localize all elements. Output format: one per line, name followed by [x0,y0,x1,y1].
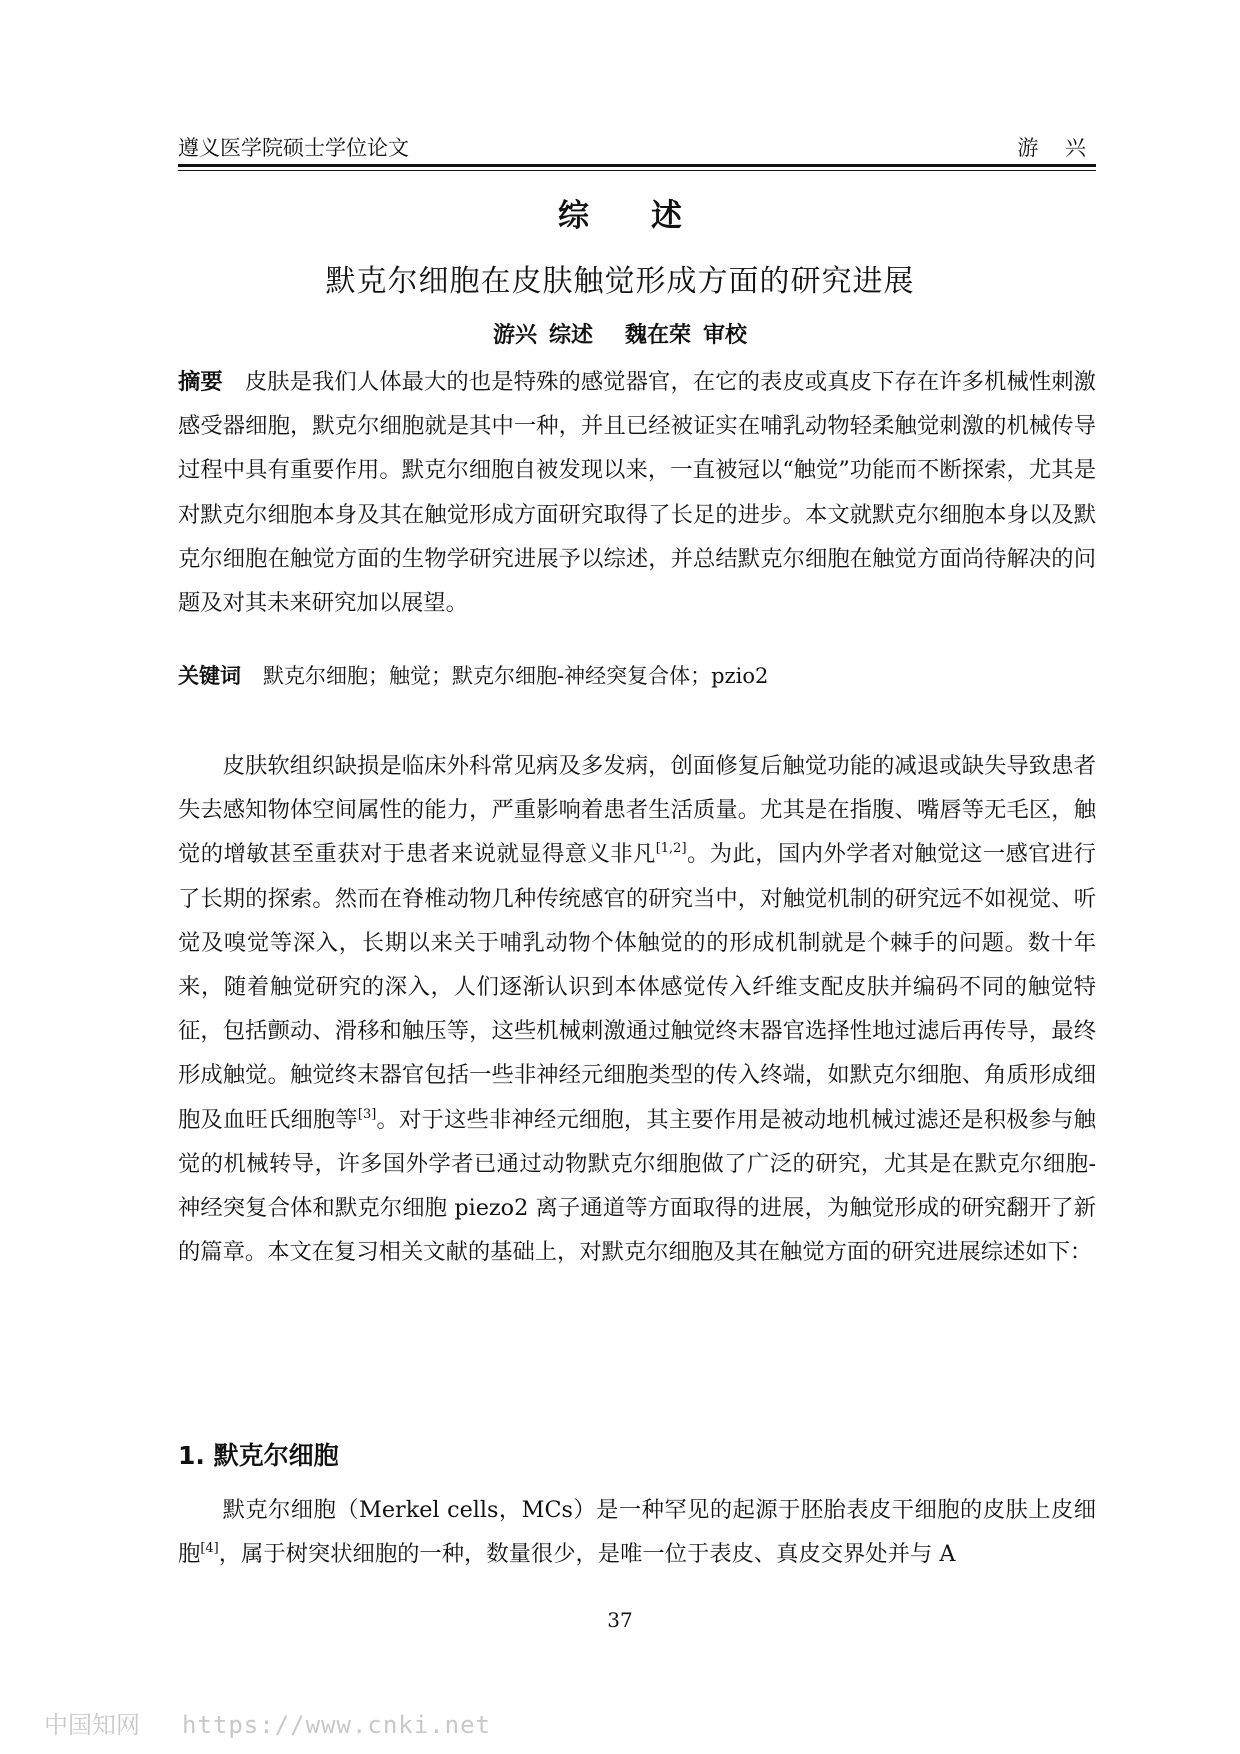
citation-4[interactable]: [4] [200,1541,219,1557]
section-title: 综述 [558,198,744,234]
abstract-text: 皮肤是我们人体最大的也是特殊的感觉器官，在它的表皮或真皮下存在许多机械性刺激感受器细胞，默克尔细胞就是其中一种，并且已经被证实在哺乳动物轻柔触觉刺激的机械传导过程中具有重要作用。默克尔细胞自被发现以来，一直被冠以“触觉”功能而不断探索，尤其是对默克尔细胞本身及其在触觉形成方面研究取得了长足的进步。本文就默克尔细胞本身以及默克尔细胞在触觉方面的生物学研究进展予以综述，并总结默克尔细胞在触觉方面尚待解决的问题及对其未来研究加以展望。 [178,369,1096,617]
reviewer-role: 审校 [703,323,748,348]
keywords-label: 关键词 [178,664,241,688]
page-number: 37 [607,1608,633,1632]
intro-text-1: 皮肤软组织缺损是临床外科常见病及多发病，创面修复后触觉功能的减退或缺失导致患者失去感知物体空间属性的能力，严重影响着患者生活质量。尤其是在指腹、嘴唇等无毛区，触觉的增敏甚至重获对于患者来说就显得意义非凡 [178,753,1096,868]
section-1-text-1: 默克尔细胞（Merkel cells，MCs）是一种罕见的起源于胚胎表皮干细胞的皮肤上皮细胞 [178,1497,1096,1568]
section-heading-1: 1. 默克尔细胞 [178,1441,339,1470]
header-thesis-title: 遵义医学院硕士学位论文 [178,136,409,160]
section-1-text-2: ，属于树突状细胞的一种，数量很少，是唯一位于表皮、真皮交界处并与 A [218,1541,956,1568]
keywords-text: 默克尔细胞；触觉；默克尔细胞-神经突复合体；pzio2 [263,664,769,688]
citation-1-2[interactable]: [1,2] [655,841,687,857]
watermark-url: https://www.cnki.net [182,1711,491,1739]
abstract-label: 摘要 [178,369,223,395]
abstract [178,360,1096,625]
introduction [178,744,1096,1274]
section-1-body [178,1488,1096,1576]
intro-text-2: 。为此，国内外学者对触觉这一感官进行了长期的探索。然而在脊椎动物几种传统感官的研究当中，对触觉机制的研究远不如视觉、听觉及嗅觉等深入，长期以来关于哺乳动物个体触觉的的形成机制就是个棘手的问题。数十年来，随着触觉研究的深入，人们逐渐认识到本体感觉传入纤维支配皮肤并编码不同的触觉特征，包括颤动、滑移和触压等，这些机械刺激通过触觉终末器官选择性地过滤后再传导，最终形成触觉。触觉终末器官包括一些非神经元细胞类型的传入终端，如默克尔细胞、角质形成细胞及血旺氏细胞等 [178,841,1096,1133]
keywords [178,656,1096,696]
running-header [178,128,1096,166]
section-1-paragraph [178,1488,1096,1576]
cnki-watermark [44,1705,491,1740]
author-role: 综述 [548,323,593,348]
author-name: 游兴 [492,323,537,348]
header-rule [178,164,1096,167]
watermark-site: 中国知网 [44,1711,140,1739]
paper-title: 默克尔细胞在皮肤触觉形成方面的研究进展 [325,264,915,299]
intro-text-3: 。对于这些非神经元细胞，其主要作用是被动地机械过滤还是积极参与触觉的机械转导，许多国外学者已通过动物默克尔细胞做了广泛的研究，尤其是在默克尔细胞-神经突复合体和默克尔细胞 piezo2 离子通道等方面取得的进展，为触觉形成的研究翻开了新的篇章。本文在复习相关文献的基础上，对默克尔细胞及其在触觉方面的研究进展综述如下： [178,1106,1096,1266]
reviewer-name: 魏在荣 [625,323,692,348]
authors-line [0,318,1240,349]
header-rule-thin [178,170,1096,171]
intro-paragraph [178,744,1096,1274]
citation-3[interactable]: [3] [357,1106,377,1122]
header-author-name: 游 兴 [1017,136,1096,160]
